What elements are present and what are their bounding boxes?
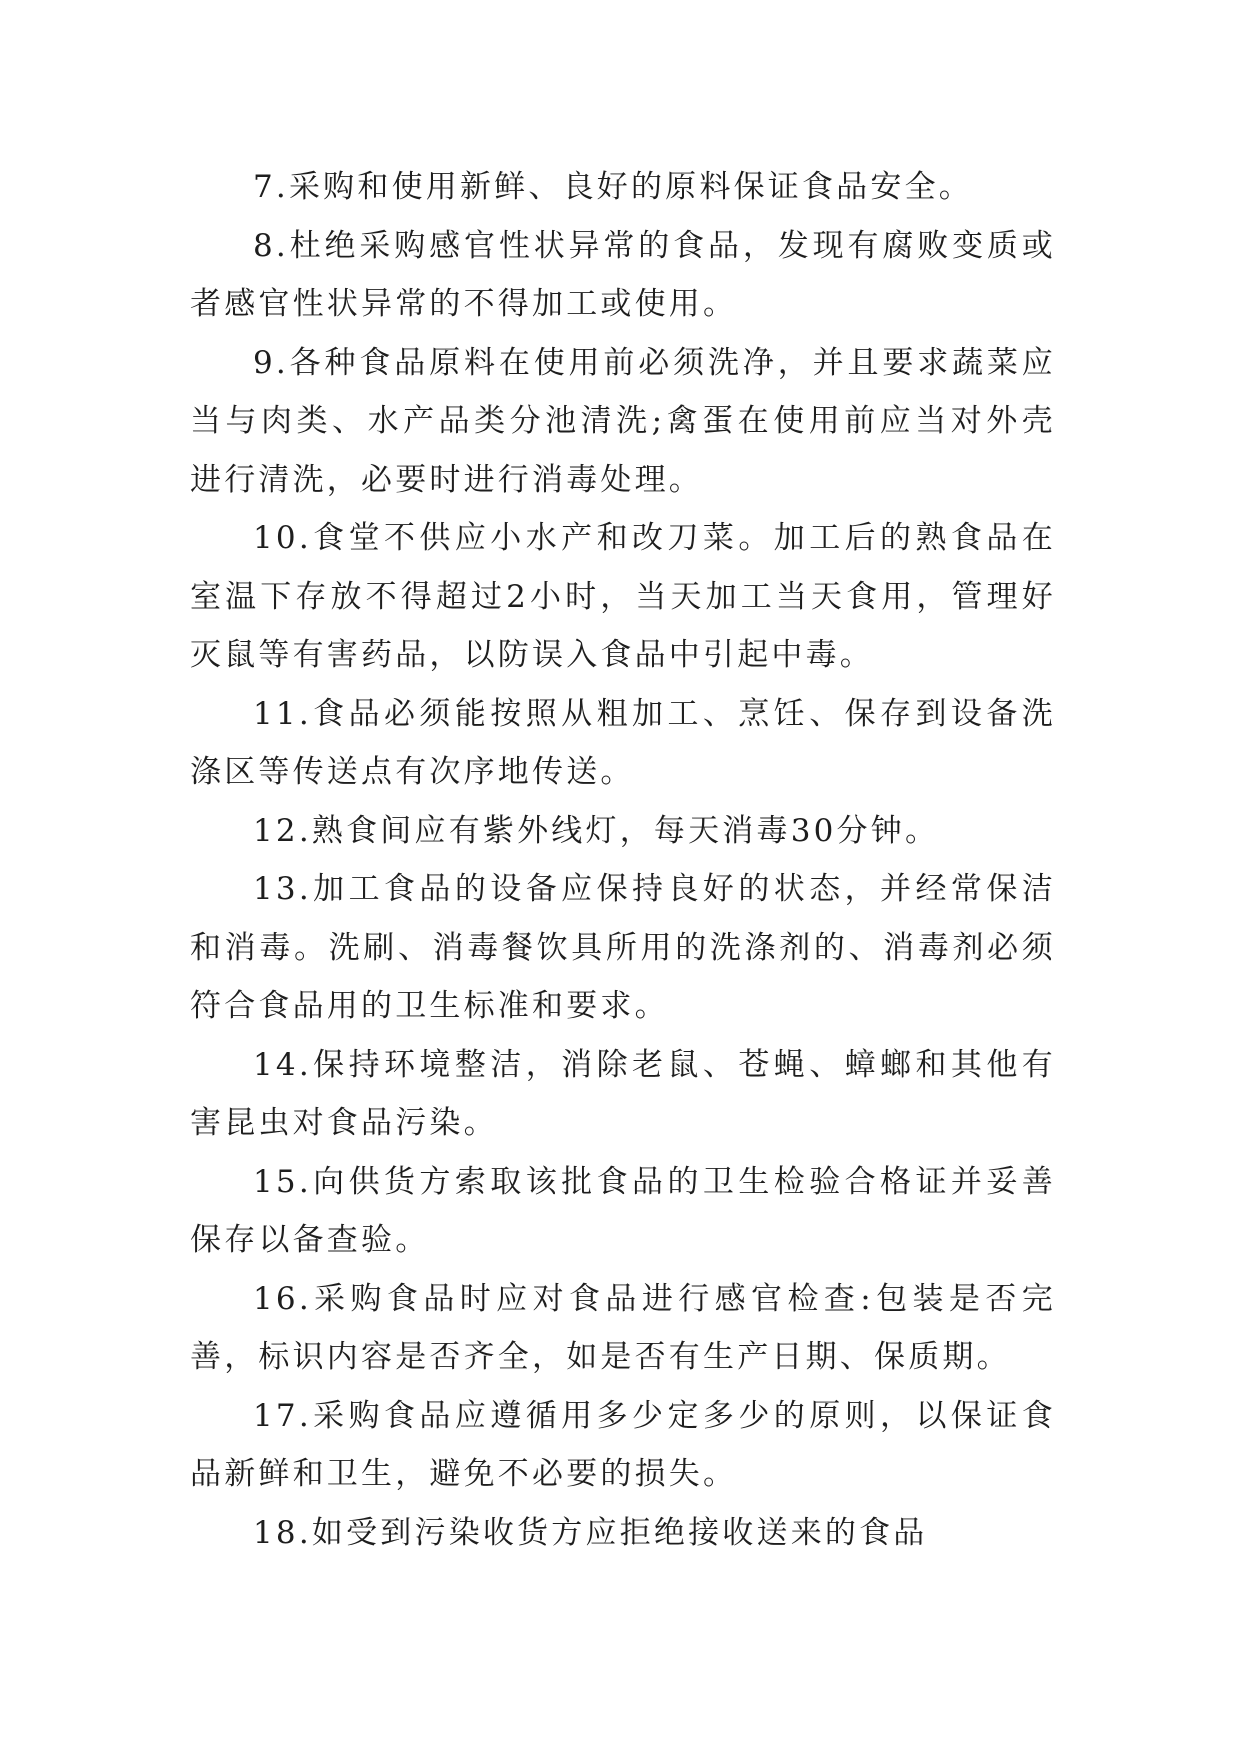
- paragraph-10: 10.食堂不供应小水产和改刀菜。加工后的熟食品在室温下存放不得超过2小时，当天加工当天食用，管理好灭鼠等有害药品，以防误入食品中引起中毒。: [190, 520, 1056, 673]
- document-body: [190, 158, 1056, 1562]
- paragraph-16: 16.采购食品时应对食品进行感官检查:包装是否完善，标识内容是否齐全，如是否有生产日期、保质期。: [190, 1280, 1056, 1375]
- paragraph-7: 7.采购和使用新鲜、良好的原料保证食品安全。: [253, 169, 973, 205]
- paragraph-18: 18.如受到污染收货方应拒绝接收送来的食品: [253, 1514, 928, 1551]
- paragraph-9: 9.各种食品原料在使用前必须洗净，并且要求蔬菜应当与肉类、水产品类分池清洗;禽蛋在使用前应当对外壳进行清洗，必要时进行消毒处理。: [190, 344, 1056, 498]
- paragraph-11: 11.食品必须能按照从粗加工、烹饪、保存到设备洗涤区等传送点有次序地传送。: [190, 695, 1056, 790]
- paragraph-14: 14.保持环境整洁，消除老鼠、苍蝇、蟑螂和其他有害昆虫对食品污染。: [190, 1046, 1056, 1141]
- paragraph-15: 15.向供货方索取该批食品的卫生检验合格证并妥善保存以备查验。: [190, 1163, 1056, 1258]
- paragraph-8: 8.杜绝采购感官性状异常的食品，发现有腐败变质或者感官性状异常的不得加工或使用。: [190, 227, 1056, 322]
- paragraph-17: 17.采购食品应遵循用多少定多少的原则，以保证食品新鲜和卫生，避免不必要的损失。: [190, 1397, 1056, 1492]
- paragraph-12: 12.熟食间应有紫外线灯，每天消毒30分钟。: [253, 812, 940, 849]
- paragraph-13: 13.加工食品的设备应保持良好的状态，并经常保洁和消毒。洗刷、消毒餐饮具所用的洗涤剂的、消毒剂必须符合食品用的卫生标准和要求。: [190, 871, 1056, 1024]
